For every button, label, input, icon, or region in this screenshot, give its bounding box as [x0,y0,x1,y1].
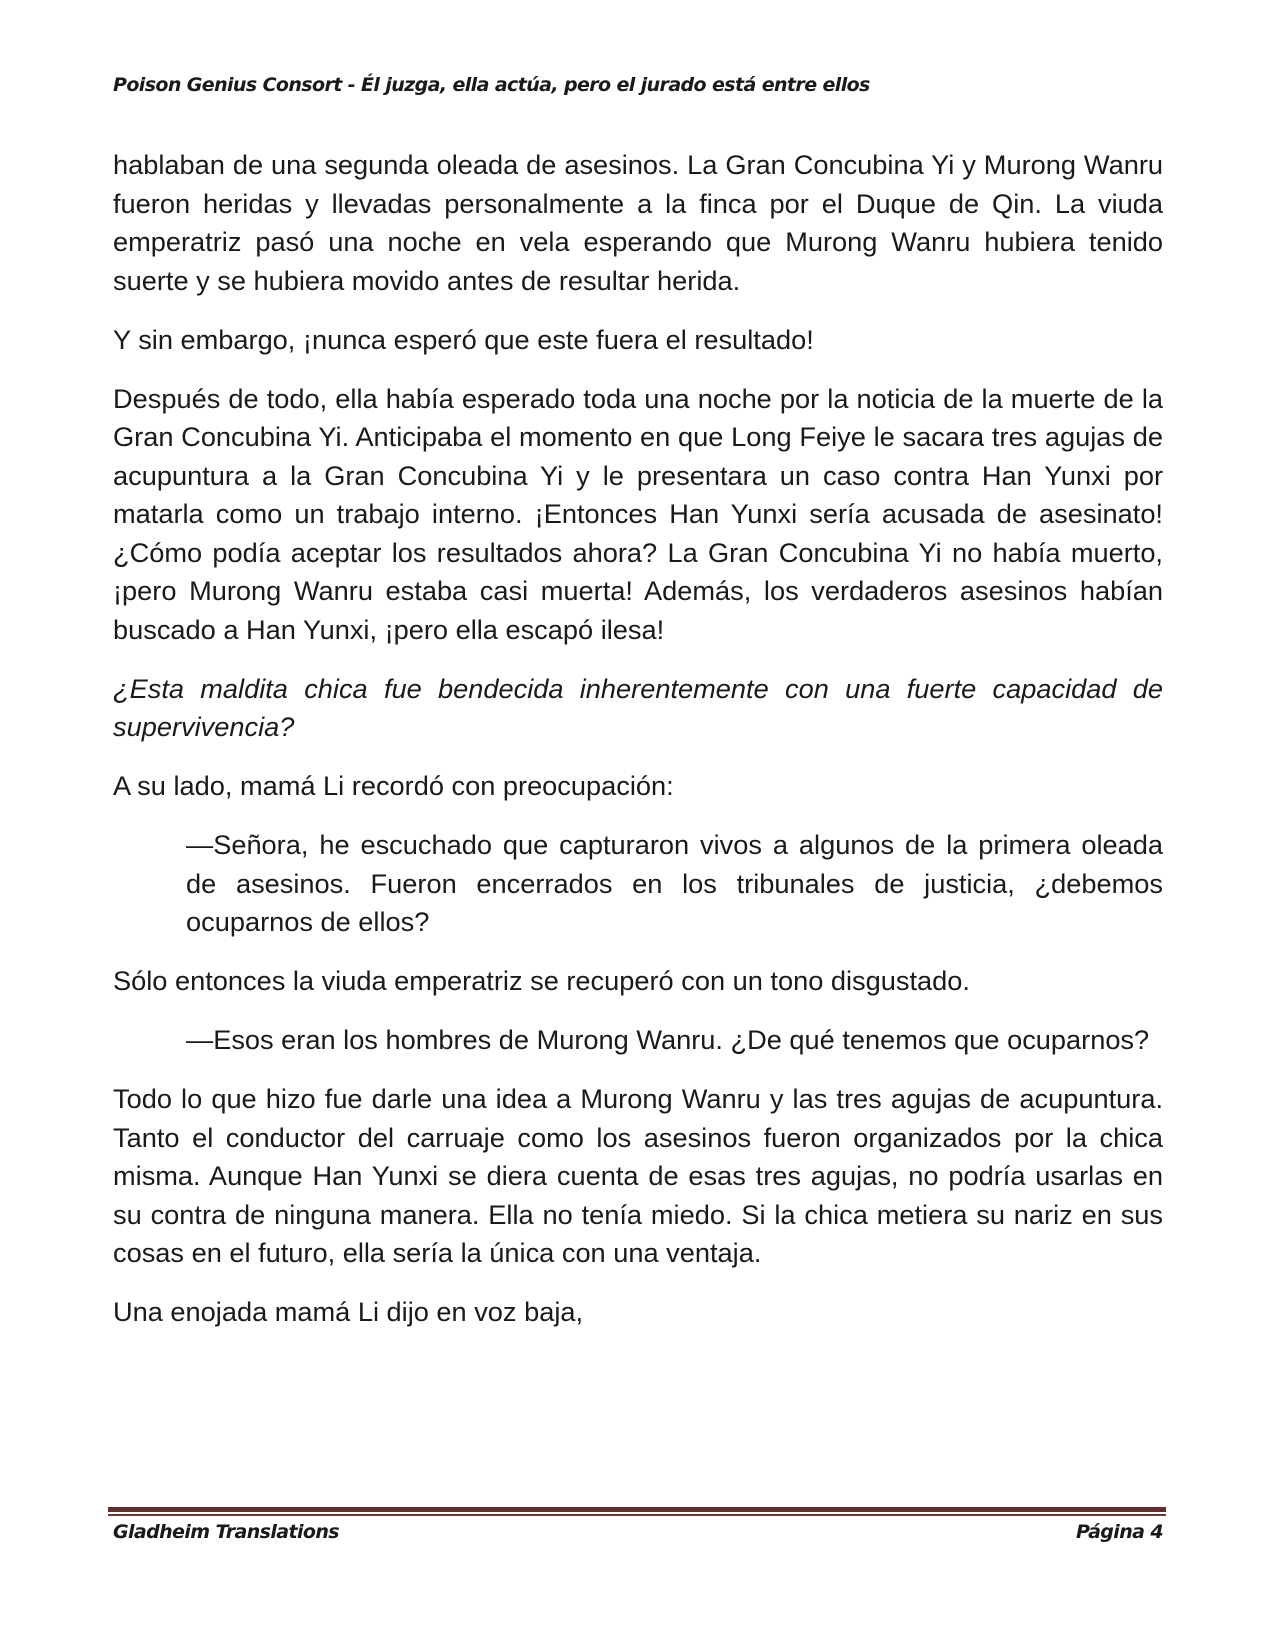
footer-publisher: Gladheim Translations [113,1521,339,1543]
paragraph: Y sin embargo, ¡nunca esperó que este fuera el resultado! [113,323,814,355]
footer-page-number: Página 4 [1075,1521,1163,1543]
document-body [113,146,1163,1352]
paragraph: Todo lo que hizo fue darle una idea a Murong Wanru y las tres agujas de acupuntura. Tanto el conductor del carruaje como los asesinos fueron organizados por la chica misma. Aunque Han Yunxi se diera cuenta de esas tres agujas, no podría usarlas en su contra de ninguna manera. Ella no tenía miedo. Si la chica metiera su nariz en sus cosas en el futuro, ella sería la única con una ventaja. [113,1083,1163,1268]
dialogue-paragraph: —Señora, he escuchado que capturaron vivos a algunos de la primera oleada de asesinos. Fueron encerrados en los tribunales de justicia, ¿debemos ocuparnos de ellos? [186,829,1163,937]
paragraph: hablaban de una segunda oleada de asesinos. La Gran Concubina Yi y Murong Wanru fueron heridas y llevadas personalmente a la finca por el Duque de Qin. La viuda emperatriz pasó una noche en vela esperando que Murong Wanru hubiera tenido suerte y se hubiera movido antes de resultar herida. [113,149,1163,296]
page-header: Poison Genius Consort - Él juzga, ella actúa, pero el jurado está entre ellos [113,74,870,96]
dialogue-paragraph: —Esos eran los hombres de Murong Wanru. ¿De qué tenemos que ocuparnos? [186,1024,1150,1055]
footer-divider-thick [108,1507,1166,1512]
paragraph: Una enojada mamá Li dijo en voz baja, [113,1296,584,1327]
footer-divider-thin [108,1514,1166,1516]
paragraph: A su lado, mamá Li recordó con preocupación: [113,770,674,801]
paragraph: Sólo entonces la viuda emperatriz se recuperó con un tono disgustado. [113,965,970,996]
paragraph: Después de todo, ella había esperado toda una noche por la noticia de la muerte de la Gran Concubina Yi. Anticipaba el momento en que Long Feiye le sacara tres agujas de acupuntura a la Gran Concubina Yi y le presentara un caso contra Han Yunxi por matarla como un trabajo interno. ¡Entonces Han Yunxi sería acusada de asesinato! ¿Cómo podía aceptar los resultados ahora? La Gran Concubina Yi no había muerto, ¡pero Murong Wanru estaba casi muerta! Además, los verdaderos asesinos habían buscado a Han Yunxi, ¡pero ella escapó ilesa! [113,382,1163,645]
italic-thought-paragraph: ¿Esta maldita chica fue bendecida inherentemente con una fuerte capacidad de supervivencia? [113,672,1163,742]
